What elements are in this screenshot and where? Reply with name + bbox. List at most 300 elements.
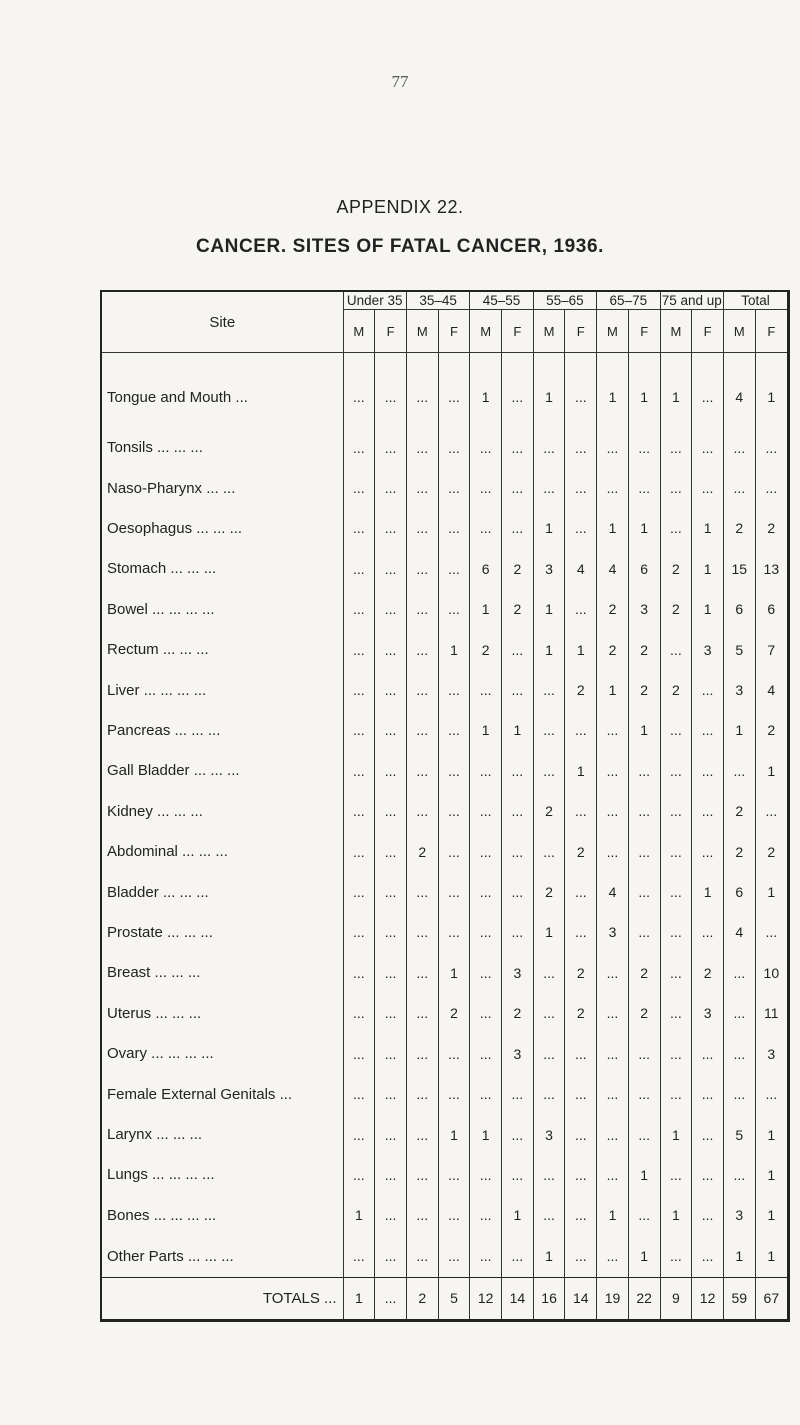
count-cell: 1 (692, 589, 724, 629)
count-cell: 4 (723, 912, 755, 952)
table-row (102, 791, 787, 831)
count-cell: 1 (755, 872, 787, 912)
count-cell: 2 (628, 953, 660, 993)
male-header: M (660, 310, 692, 353)
count-cell: ... (660, 872, 692, 912)
count-cell: ... (406, 710, 438, 750)
count-cell: ... (438, 549, 470, 589)
table-row (102, 468, 787, 508)
count-cell: ... (502, 508, 534, 548)
count-cell: ... (597, 751, 629, 791)
age-group-header: 55–65 (533, 292, 596, 310)
count-cell: ... (375, 751, 407, 791)
count-cell: 12 (470, 1277, 502, 1319)
count-cell: 1 (723, 1236, 755, 1278)
count-cell: ... (375, 953, 407, 993)
count-cell: ... (723, 1033, 755, 1073)
count-cell: ... (533, 468, 565, 508)
count-cell: 2 (692, 953, 724, 993)
count-cell: 2 (533, 872, 565, 912)
count-cell: 1 (470, 353, 502, 428)
site-label: Other Parts ... ... ... (107, 1247, 234, 1265)
count-cell: ... (406, 1236, 438, 1278)
count-cell: ... (597, 993, 629, 1033)
count-cell: ... (502, 427, 534, 467)
count-cell: 13 (755, 549, 787, 589)
count-cell: ... (565, 1195, 597, 1235)
count-cell: ... (343, 1114, 375, 1154)
count-cell: 1 (755, 353, 787, 428)
count-cell: ... (343, 1236, 375, 1278)
count-cell: ... (470, 670, 502, 710)
count-cell: ... (502, 353, 534, 428)
count-cell: 14 (502, 1277, 534, 1319)
count-cell: ... (628, 427, 660, 467)
count-cell: 4 (723, 353, 755, 428)
female-header: F (755, 310, 787, 353)
count-cell: ... (438, 427, 470, 467)
count-cell: ... (660, 912, 692, 952)
count-cell: ... (406, 1074, 438, 1114)
count-cell: ... (628, 1195, 660, 1235)
count-cell: ... (692, 912, 724, 952)
count-cell: ... (406, 872, 438, 912)
count-cell: ... (343, 912, 375, 952)
male-header: M (597, 310, 629, 353)
site-label: Tonsils ... ... ... (107, 439, 203, 457)
count-cell: ... (406, 549, 438, 589)
count-cell: ... (755, 912, 787, 952)
count-cell: ... (406, 468, 438, 508)
count-cell: 3 (597, 912, 629, 952)
count-cell: ... (628, 791, 660, 831)
count-cell: ... (502, 791, 534, 831)
count-cell: ... (723, 953, 755, 993)
count-cell: 67 (755, 1277, 787, 1319)
count-cell: ... (406, 670, 438, 710)
count-cell: ... (660, 1155, 692, 1195)
count-cell: ... (470, 993, 502, 1033)
count-cell: ... (628, 468, 660, 508)
count-cell: ... (406, 427, 438, 467)
count-cell: 1 (628, 710, 660, 750)
site-label: Stomach ... ... ... (107, 560, 217, 578)
count-cell: ... (533, 1074, 565, 1114)
table-row (102, 1074, 787, 1114)
count-cell: ... (565, 1114, 597, 1154)
age-group-header: 75 and up (661, 293, 722, 308)
count-cell: ... (533, 993, 565, 1033)
count-cell: 4 (565, 549, 597, 589)
count-cell: 2 (723, 831, 755, 871)
table-row (102, 710, 787, 750)
female-header: F (565, 310, 597, 353)
table-row (102, 629, 787, 669)
count-cell: 6 (723, 589, 755, 629)
count-cell: ... (375, 1074, 407, 1114)
count-cell: ... (343, 1155, 375, 1195)
count-cell: ... (533, 831, 565, 871)
age-group-header: Total (723, 292, 787, 310)
count-cell: 1 (597, 670, 629, 710)
count-cell: ... (406, 629, 438, 669)
count-cell: ... (533, 670, 565, 710)
count-cell: 3 (755, 1033, 787, 1073)
count-cell: 1 (565, 751, 597, 791)
count-cell: ... (406, 1195, 438, 1235)
count-cell: ... (660, 791, 692, 831)
male-header: M (343, 310, 375, 353)
count-cell: 2 (660, 670, 692, 710)
count-cell: ... (533, 1033, 565, 1073)
count-cell: ... (470, 953, 502, 993)
female-header: F (692, 310, 724, 353)
count-cell: 19 (597, 1277, 629, 1319)
count-cell: 1 (565, 629, 597, 669)
count-cell: 3 (502, 953, 534, 993)
site-label: Female External Genitals ... (107, 1085, 293, 1103)
count-cell: ... (375, 872, 407, 912)
table-row (102, 670, 787, 710)
appendix-heading: APPENDIX 22. (336, 197, 464, 217)
page-number: 77 (391, 72, 409, 91)
count-cell: ... (343, 468, 375, 508)
count-cell: ... (375, 1033, 407, 1073)
count-cell: ... (628, 1074, 660, 1114)
count-cell: 3 (692, 629, 724, 669)
count-cell: ... (692, 831, 724, 871)
female-header: F (438, 310, 470, 353)
count-cell: ... (502, 1236, 534, 1278)
count-cell: ... (692, 427, 724, 467)
count-cell: ... (597, 953, 629, 993)
count-cell: ... (692, 468, 724, 508)
table-row (102, 953, 787, 993)
table-body (102, 353, 787, 1320)
count-cell: ... (470, 427, 502, 467)
count-cell: 1 (502, 710, 534, 750)
count-cell: ... (470, 1236, 502, 1278)
count-cell: ... (565, 508, 597, 548)
count-cell: ... (502, 468, 534, 508)
count-cell: 3 (628, 589, 660, 629)
table-row (102, 353, 787, 428)
count-cell: ... (375, 791, 407, 831)
count-cell: ... (565, 912, 597, 952)
count-cell: ... (343, 993, 375, 1033)
count-cell: 2 (406, 831, 438, 871)
count-cell: 1 (533, 508, 565, 548)
count-cell: ... (406, 953, 438, 993)
count-cell: ... (375, 1195, 407, 1235)
count-cell: 2 (533, 791, 565, 831)
count-cell: ... (692, 751, 724, 791)
count-cell: ... (723, 427, 755, 467)
count-cell: 1 (628, 508, 660, 548)
count-cell: 1 (692, 508, 724, 548)
count-cell: ... (502, 1114, 534, 1154)
count-cell: ... (406, 1114, 438, 1154)
count-cell: 1 (723, 710, 755, 750)
site-label: Naso-Pharynx ... ... (107, 479, 236, 497)
site-label: Lungs ... ... ... ... (107, 1166, 215, 1184)
count-cell: ... (470, 1033, 502, 1073)
table-row (102, 589, 787, 629)
count-cell: ... (565, 1236, 597, 1278)
count-cell: ... (692, 1033, 724, 1073)
count-cell: ... (502, 912, 534, 952)
site-label: TOTALS ... (102, 1277, 343, 1319)
count-cell: ... (343, 1074, 375, 1114)
count-cell: ... (438, 710, 470, 750)
count-cell: ... (406, 912, 438, 952)
count-cell: 1 (438, 1114, 470, 1154)
count-cell: 1 (470, 1114, 502, 1154)
count-cell: 1 (755, 751, 787, 791)
count-cell: 6 (723, 872, 755, 912)
count-cell: ... (755, 468, 787, 508)
count-cell: 14 (565, 1277, 597, 1319)
count-cell: ... (660, 629, 692, 669)
count-cell: ... (723, 1074, 755, 1114)
count-cell: ... (343, 831, 375, 871)
count-cell: ... (660, 1236, 692, 1278)
count-cell: ... (438, 872, 470, 912)
count-cell: ... (660, 427, 692, 467)
count-cell: ... (343, 1033, 375, 1073)
count-cell: 2 (723, 508, 755, 548)
count-cell: ... (470, 751, 502, 791)
count-cell: ... (628, 1114, 660, 1154)
count-cell: 2 (755, 710, 787, 750)
count-cell: 2 (597, 589, 629, 629)
count-cell: ... (565, 427, 597, 467)
site-label: Abdominal ... ... ... (107, 843, 228, 861)
site-label: Gall Bladder ... ... ... (107, 762, 240, 780)
count-cell: 2 (628, 629, 660, 669)
count-cell: ... (692, 1236, 724, 1278)
count-cell: 1 (660, 353, 692, 428)
count-cell: ... (375, 1155, 407, 1195)
count-cell: ... (375, 1236, 407, 1278)
male-header: M (723, 310, 755, 353)
count-cell: ... (406, 791, 438, 831)
site-label: Breast ... ... ... (107, 964, 201, 982)
count-cell: ... (723, 993, 755, 1033)
count-cell: 2 (597, 629, 629, 669)
count-cell: 4 (755, 670, 787, 710)
count-cell: ... (343, 549, 375, 589)
count-cell: ... (723, 751, 755, 791)
count-cell: ... (343, 629, 375, 669)
count-cell: ... (375, 670, 407, 710)
count-cell: 2 (755, 831, 787, 871)
count-cell: ... (406, 993, 438, 1033)
count-cell: 22 (628, 1277, 660, 1319)
count-cell: ... (565, 1033, 597, 1073)
count-cell: 7 (755, 629, 787, 669)
site-label: Uterus ... ... ... (107, 1004, 202, 1022)
count-cell: ... (470, 508, 502, 548)
count-cell: 15 (723, 549, 755, 589)
count-cell: 1 (502, 1195, 534, 1235)
count-cell: ... (406, 1155, 438, 1195)
count-cell: ... (438, 1033, 470, 1073)
count-cell: 2 (565, 993, 597, 1033)
count-cell: ... (375, 1114, 407, 1154)
site-label: Tongue and Mouth ... (107, 388, 248, 406)
count-cell: ... (375, 589, 407, 629)
count-cell: 1 (438, 953, 470, 993)
count-cell: ... (660, 831, 692, 871)
count-cell: ... (470, 831, 502, 871)
count-cell: ... (597, 427, 629, 467)
count-cell: 1 (692, 549, 724, 589)
table-row (102, 1155, 787, 1195)
count-cell: ... (470, 1074, 502, 1114)
count-cell: 2 (565, 670, 597, 710)
count-cell: ... (660, 1074, 692, 1114)
count-cell: ... (597, 468, 629, 508)
count-cell: ... (375, 549, 407, 589)
count-cell: ... (755, 1074, 787, 1114)
count-cell: 2 (502, 589, 534, 629)
count-cell: 5 (723, 1114, 755, 1154)
count-cell: 1 (470, 710, 502, 750)
count-cell: ... (565, 1155, 597, 1195)
female-header: F (375, 310, 407, 353)
count-cell: ... (597, 1033, 629, 1073)
count-cell: ... (438, 508, 470, 548)
totals-row (102, 1277, 787, 1319)
count-cell: ... (565, 589, 597, 629)
count-cell: 1 (692, 872, 724, 912)
table-title: CANCER. SITES OF FATAL CANCER, 1936. (196, 236, 604, 257)
count-cell: ... (597, 1236, 629, 1278)
table-row (102, 912, 787, 952)
female-header: F (502, 310, 534, 353)
count-cell: 1 (628, 1155, 660, 1195)
count-cell: ... (597, 710, 629, 750)
count-cell: ... (406, 353, 438, 428)
count-cell: 2 (565, 953, 597, 993)
count-cell: 1 (533, 353, 565, 428)
count-cell: ... (565, 353, 597, 428)
count-cell: ... (406, 589, 438, 629)
count-cell: 3 (533, 549, 565, 589)
count-cell: ... (533, 751, 565, 791)
count-cell: 11 (755, 993, 787, 1033)
count-cell: ... (343, 353, 375, 428)
count-cell: ... (755, 427, 787, 467)
count-cell: ... (438, 589, 470, 629)
table-row (102, 1033, 787, 1073)
count-cell: 2 (502, 993, 534, 1033)
age-group-header: 45–55 (470, 292, 533, 310)
count-cell: ... (692, 791, 724, 831)
count-cell: ... (660, 710, 692, 750)
count-cell: ... (692, 1074, 724, 1114)
count-cell: 9 (660, 1277, 692, 1319)
count-cell: ... (343, 791, 375, 831)
count-cell: ... (533, 427, 565, 467)
count-cell: ... (660, 953, 692, 993)
count-cell: 2 (470, 629, 502, 669)
count-cell: ... (597, 831, 629, 871)
count-cell: ... (565, 791, 597, 831)
table-row (102, 872, 787, 912)
count-cell: ... (343, 670, 375, 710)
table-row (102, 427, 787, 467)
count-cell: 1 (660, 1195, 692, 1235)
count-cell: ... (470, 791, 502, 831)
count-cell: ... (692, 1155, 724, 1195)
table-row (102, 549, 787, 589)
count-cell: ... (502, 629, 534, 669)
count-cell: ... (692, 353, 724, 428)
table-row (102, 831, 787, 871)
count-cell: ... (597, 791, 629, 831)
count-cell: ... (533, 710, 565, 750)
site-label: Bowel ... ... ... ... (107, 600, 215, 618)
count-cell: ... (628, 751, 660, 791)
count-cell: ... (343, 953, 375, 993)
count-cell: ... (343, 427, 375, 467)
table-row (102, 1236, 787, 1278)
count-cell: ... (565, 710, 597, 750)
site-label: Bones ... ... ... ... (107, 1206, 217, 1224)
count-cell: ... (375, 1277, 407, 1319)
count-cell: 1 (533, 589, 565, 629)
count-cell: 1 (660, 1114, 692, 1154)
count-cell: ... (438, 831, 470, 871)
count-cell: 2 (628, 993, 660, 1033)
count-cell: ... (343, 508, 375, 548)
count-cell: 3 (723, 1195, 755, 1235)
count-cell: ... (438, 912, 470, 952)
count-cell: ... (660, 1033, 692, 1073)
count-cell: 1 (628, 353, 660, 428)
count-cell: ... (692, 710, 724, 750)
count-cell: ... (406, 751, 438, 791)
cancer-sites-table (100, 290, 790, 1322)
data-table (102, 292, 787, 1319)
count-cell: ... (723, 1155, 755, 1195)
count-cell: ... (502, 1155, 534, 1195)
count-cell: 5 (438, 1277, 470, 1319)
male-header: M (533, 310, 565, 353)
count-cell: ... (660, 468, 692, 508)
count-cell: 1 (755, 1114, 787, 1154)
count-cell: 1 (628, 1236, 660, 1278)
site-column-header: Site (102, 292, 343, 353)
count-cell: 2 (565, 831, 597, 871)
count-cell: ... (438, 670, 470, 710)
count-cell: 2 (628, 670, 660, 710)
count-cell: 2 (723, 791, 755, 831)
count-cell: ... (406, 1033, 438, 1073)
count-cell: 1 (343, 1277, 375, 1319)
male-header: M (406, 310, 438, 353)
count-cell: 6 (755, 589, 787, 629)
site-label: Prostate ... ... ... (107, 923, 213, 941)
count-cell: ... (438, 1074, 470, 1114)
count-cell: ... (597, 1074, 629, 1114)
count-cell: 10 (755, 953, 787, 993)
site-label: Rectum ... ... ... (107, 641, 209, 659)
count-cell: 3 (502, 1033, 534, 1073)
count-cell: ... (438, 1236, 470, 1278)
